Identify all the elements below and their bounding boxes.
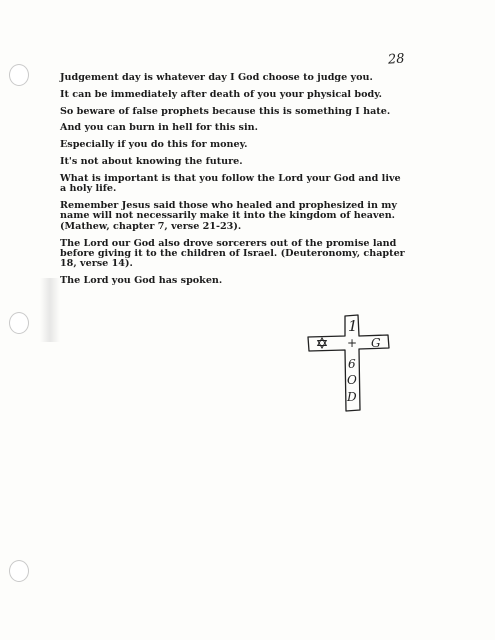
cross-right-mark: G: [371, 336, 381, 350]
paragraph: And you can burn in hell for this sin.: [60, 122, 258, 134]
paragraph: Especially if you do this for money.: [60, 139, 248, 151]
cross-drawing: [304, 314, 396, 414]
cross-lower-mark-2: O: [347, 373, 357, 387]
cross-lower-mark-1: 6: [348, 357, 356, 371]
paragraph: Judgement day is whatever day I God choose to judge you.: [60, 72, 373, 83]
document-body: [60, 73, 405, 293]
cross-lower-mark-3: D: [347, 390, 357, 404]
paragraph: It's not about knowing the future.: [60, 155, 243, 167]
paragraph: The Lord you God has spoken.: [60, 275, 223, 287]
cross-center-mark: +: [347, 336, 358, 350]
page-number: 28: [387, 51, 406, 68]
scan-smudge: [40, 278, 60, 342]
paragraph: So beware of false prophets because this is something I hate.: [60, 105, 391, 117]
paragraph: What is important is that you follow the Lord your God and live a holy life.: [60, 172, 401, 195]
star-of-david-icon: [318, 338, 327, 348]
cross-top-mark: 1: [348, 317, 358, 335]
binder-hole-top: [9, 64, 29, 86]
paragraph: It can be immediately after death of you your physical body.: [60, 88, 383, 100]
paragraph: Remember Jesus said those who healed and prophesized in my name will not necessarily make it into the kingdom of heaven. (Mathew, chapter 7, verse 21-23).: [60, 199, 397, 232]
paragraph: The Lord our God also drove sorcerers out of the promise land before giving it to the children of Israel. (Deuteronomy, chapter 18, verse 14).: [60, 237, 405, 270]
hand-drawn-cross: [304, 314, 396, 414]
binder-hole-middle: [9, 312, 29, 334]
binder-hole-bottom: [9, 560, 29, 582]
